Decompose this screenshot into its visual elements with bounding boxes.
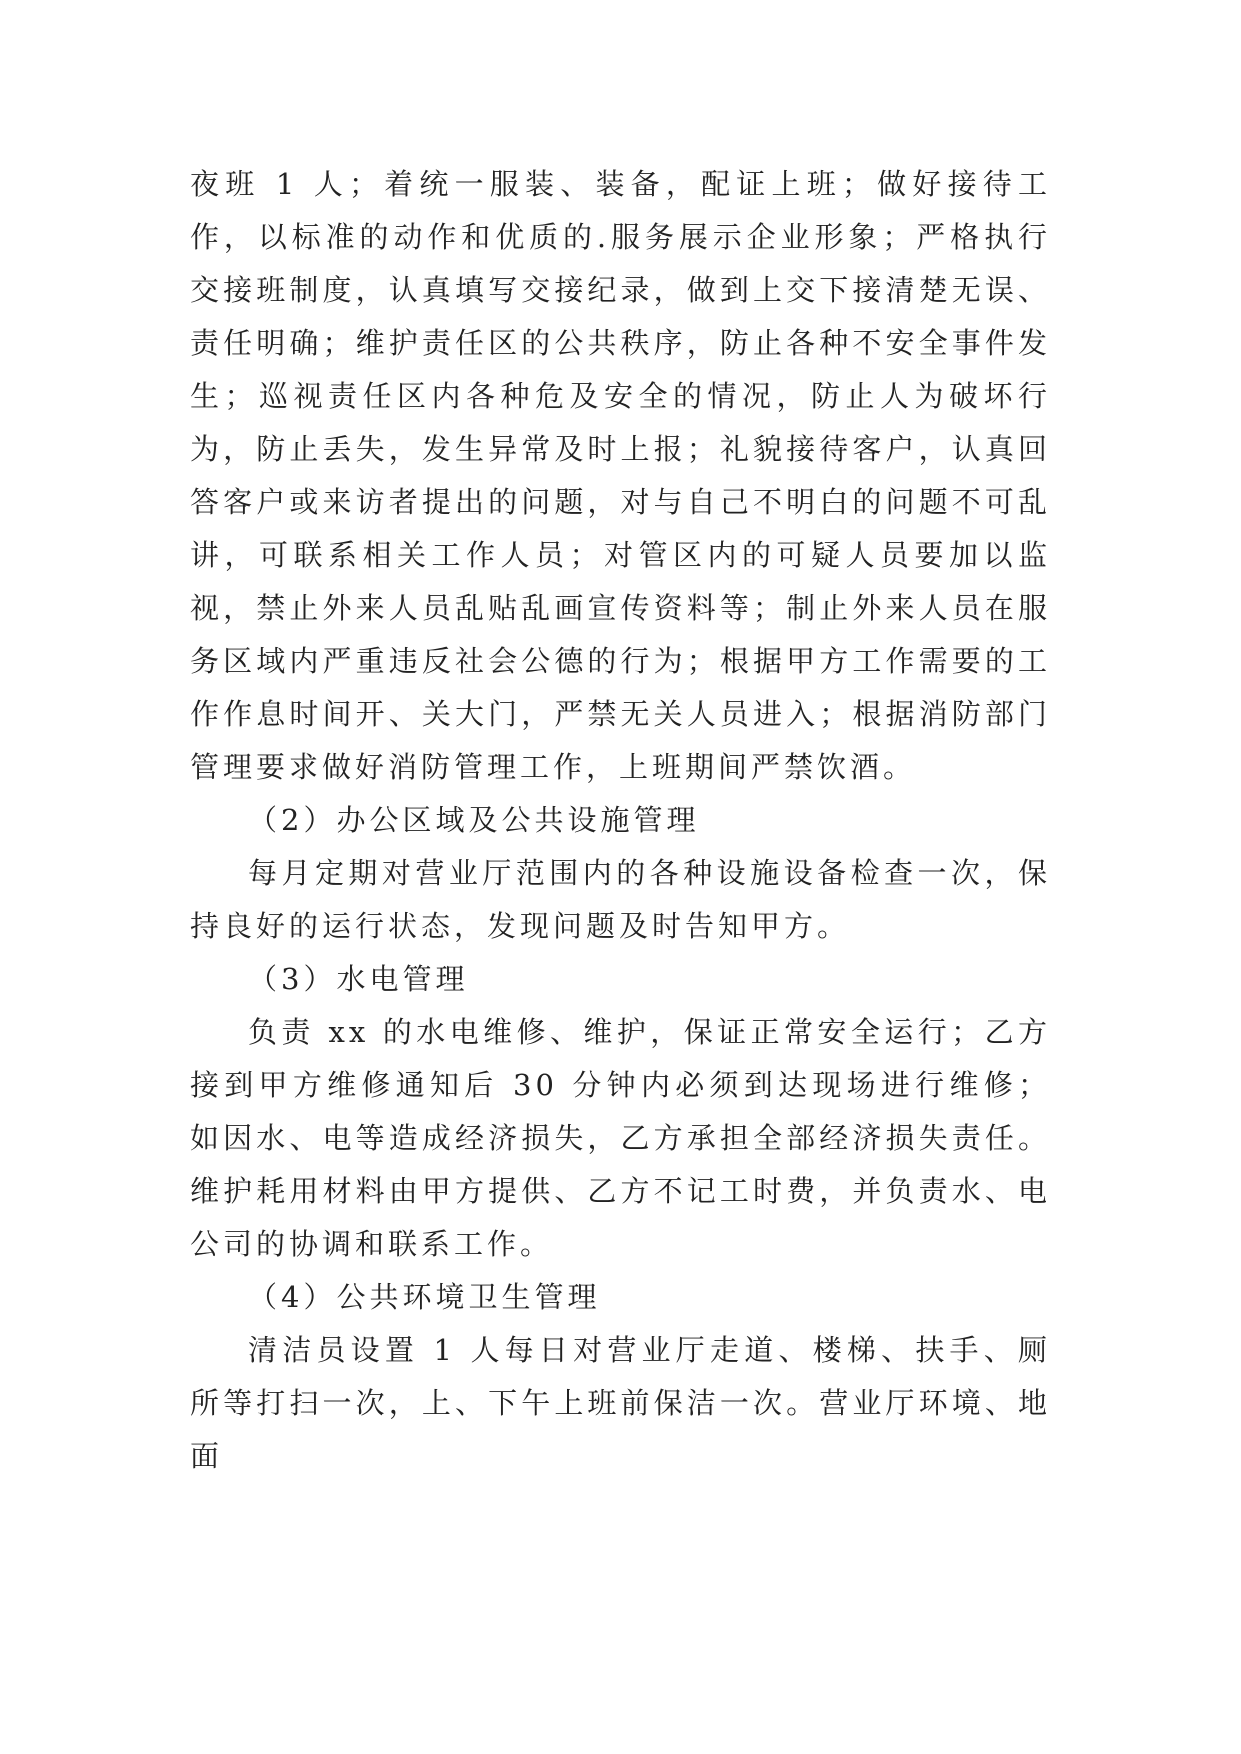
paragraph-water-electric: 负责 xx 的水电维修、维护，保证正常安全运行；乙方接到甲方维修通知后 30 分钟内必须到达现场进行维修；如因水、电等造成经济损失，乙方承担全部经济损失责任。维护耗用材料由甲方提供、乙方不记工时费，并负责水、电公司的协调和联系工作。 bbox=[190, 1015, 1051, 1261]
section-heading-office-facilities: （2）办公区域及公共设施管理 bbox=[248, 803, 700, 837]
section-heading-water-electric: （3）水电管理 bbox=[248, 962, 469, 996]
document-body bbox=[190, 158, 1051, 1483]
paragraph-office-facilities: 每月定期对营业厅范围内的各种设施设备检查一次，保持良好的运行状态，发现问题及时告知甲方。 bbox=[190, 856, 1051, 943]
paragraph-sanitation: 清洁员设置 1 人每日对营业厅走道、楼梯、扶手、厕所等打扫一次，上、下午上班前保洁一次。营业厅环境、地面 bbox=[190, 1333, 1051, 1473]
section-heading-sanitation: （4）公共环境卫生管理 bbox=[248, 1280, 601, 1314]
paragraph-security-duties: 夜班 1 人；着统一服装、装备，配证上班；做好接待工作，以标准的动作和优质的.服务展示企业形象；严格执行交接班制度，认真填写交接纪录，做到上交下接清楚无误、责任明确；维护责任区的公共秩序，防止各种不安全事件发生；巡视责任区内各种危及安全的情况，防止人为破坏行为，防止丢失，发生异常及时上报；礼貌接待客户，认真回答客户或来访者提出的问题，对与自己不明白的问题不可乱讲，可联系相关工作人员；对管区内的可疑人员要加以监视，禁止外来人员乱贴乱画宣传资料等；制止外来人员在服务区域内严重违反社会公德的行为；根据甲方工作需要的工作作息时间开、关大门，严禁无关人员进入；根据消防部门管理要求做好消防管理工作，上班期间严禁饮酒。 bbox=[190, 167, 1051, 784]
